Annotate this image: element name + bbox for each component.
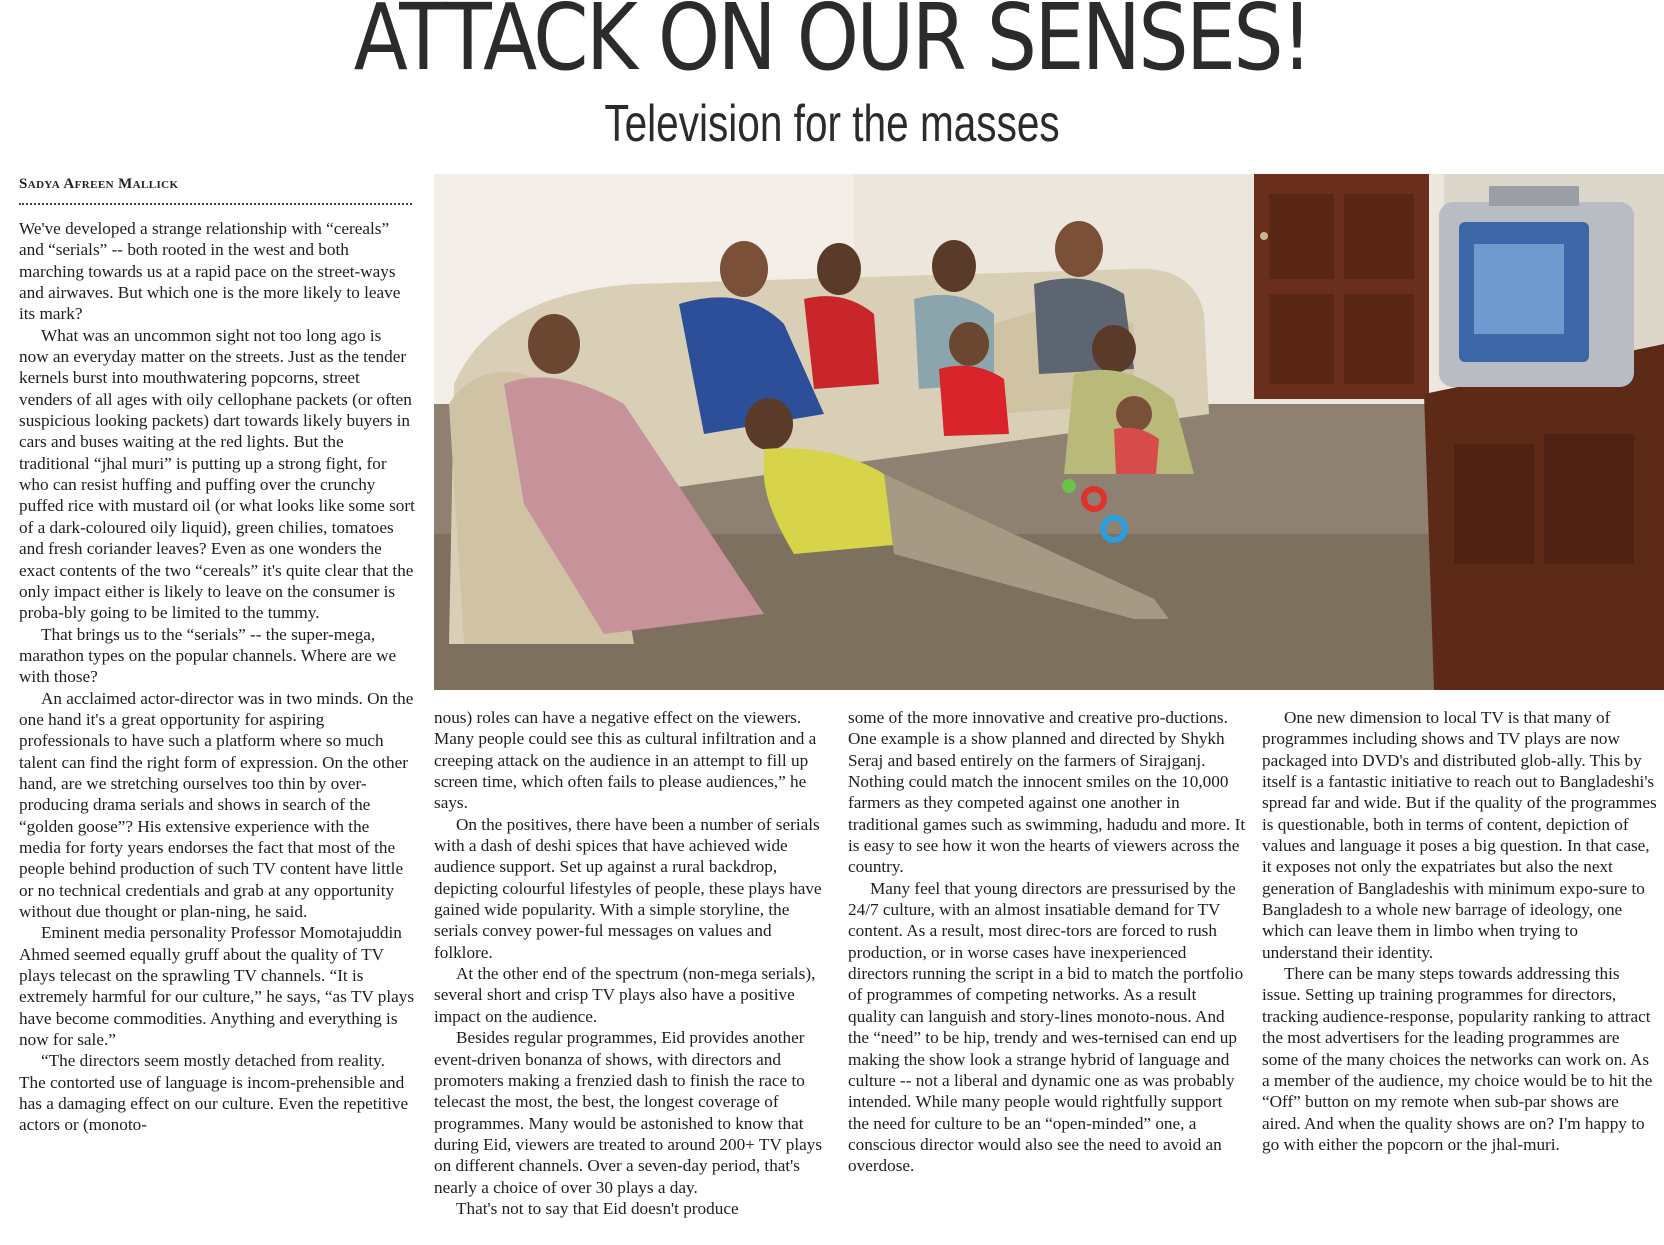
byline: Sadya Afreen Mallick [19, 176, 179, 192]
paragraph: Many feel that young directors are pressurised by the 24/7 culture, with an almost insatiable demand for TV content. As a result, most direc-tors are forced to rush production, or in worse cases have inexperienced directors running the script in a bid to match the portfolio of programmes of competing networks. As a result quality can languish and story-lines monoto-nous. And the “need” to be hip, trendy and wes-ternised can end up making the show look a strange hybrid of language and culture -- not a liberal and dynamic one as was probably intended. While many people would rightfully support the need for culture to be an “open-minded” one, a conscious director would also see the need to avoid an overdose. [848, 878, 1244, 1176]
paragraph: On the positives, there have been a number of serials with a dash of deshi spices that have achieved wide audience support. Set up against a rural backdrop, depicting colourful lifestyles of people, these plays have gained wide popularity. With a simple storyline, the serials convey power-ful messages on values and folklore. [434, 814, 822, 962]
paragraph: some of the more innovative and creative pro-ductions. One example is a show planned and directed by Shykh Seraj and based entirely on the farmers of Sirajganj. Nothing could match the innocent smiles on the 10,000 farmers as they competed against one another in traditional games such as swimming, hadudu and more. It is easy to see how it won the hearts of viewers across the country. [848, 708, 1246, 877]
byline-divider [19, 203, 412, 205]
paragraph: There can be many steps towards addressing this issue. Setting up training programmes for directors, tracking audience-response, popularity ranking to attract the most advertisers for the leading programmes are some of the many choices the networks can work on. As a member of the audience, my choice would be to hit the “Off” button on my remote when sub-par shows are aired. And when the quality shows are on? I'm happy to go with either the popcorn or the jhal-muri. [1262, 964, 1653, 1154]
subheadline: Television for the masses [604, 95, 1060, 153]
article-column-3 [848, 707, 1246, 1245]
paragraph: What was an uncommon sight not too long ago is now an everyday matter on the streets. Just as the tender kernels burst into mouthwatering popcorns, street venders of all ages with oily cellophane packets (or often suspicious looking packets) dart towards likely buyers in cars and buses waiting at the red lights. But the traditional “jhal muri” is putting up a strong fight, for who can resist huffing and puffing over the crunchy puffed rice with mustard oil (or what looks like some sort of a dark-coloured oily liquid), green chilies, tomatoes and fresh coriander leaves? Even as one wonders the exact contents of the two “cereals” it's quite clear that the only impact either is likely to leave on the consumer is proba-bly going to be limited to the tummy. [19, 325, 415, 623]
paragraph: That's not to say that Eid doesn't produce [456, 1198, 739, 1218]
paragraph: We've developed a strange relationship with “cereals” and “serials” -- both rooted in the west and both marching towards us at a rapid pace on the street-ways and airwaves. But which one is the more likely to leave its mark? [19, 219, 401, 324]
headline: ATTACK ON OUR SENSES! [353, 0, 1311, 91]
paragraph: One new dimension to local TV is that many of programmes including shows and TV plays are now packaged into DVD's and distributed glob-ally. This by itself is a fantastic initiative to reach out to Bangladeshi's spread far and wide. But if the quality of the programmes is questionable, both in terms of content, depiction of values and language it poses a big question. In that case, it exposes not only the expatriates but also the next generation of Bangladeshis with minimum expo-sure to Bangladesh to a whole new barrage of ideology, one which can leave them in limbo when trying to understand their identity. [1262, 708, 1657, 962]
paragraph: nous) roles can have a negative effect on the viewers. Many people could see this as cultural infiltration and a creeping attack on the audience in an attempt to fill up screen time, which often fails to please audiences,” he says. [434, 708, 817, 813]
article-column-2 [434, 707, 826, 1245]
paragraph: At the other end of the spectrum (non-mega serials), several short and crisp TV plays also have a positive impact on the audience. [434, 964, 816, 1026]
paragraph: “The directors seem mostly detached from reality. The contorted use of language is incom-prehensible and has a damaging effect on our culture. Even the repetitive actors or (monoto- [19, 1051, 409, 1135]
family-watching-tv-photo [434, 174, 1664, 690]
paragraph: Eminent media personality Professor Momotajuddin Ahmed seemed equally gruff about the quality of TV plays telecast on the sprawling TV channels. “It is extremely harmful for our culture,” he says, “as TV plays have become commodities. Anything and everything is now for sale.” [19, 923, 415, 1050]
article-column-1 [19, 218, 415, 1245]
paragraph: Besides regular programmes, Eid provides another event-driven bonanza of shows, with directors and promoters making a frenzied dash to finish the race to telecast the most, the best, the longest coverage of programmes. Many would be astonished to know that during Eid, viewers are treated to around 200+ TV plays on different channels. Over a seven-day period, that's nearly a choice of over 30 plays a day. [434, 1028, 823, 1197]
paragraph: That brings us to the “serials” -- the super-mega, marathon types on the popular channels. Where are we with those? [19, 624, 397, 687]
paragraph: An acclaimed actor-director was in two minds. On the one hand it's a great opportunity for aspiring professionals to have such a platform where so much talent can find the right form of expression. On the other hand, are we stretching ourselves too thin by over-producing drama serials and shows in search of the “golden goose”? His extensive experience with the media for forty years endorses the fact that most of the people behind production of such TV content have little or no technical credentials and grab at any opportunity without due thought or plan-ning, he said. [19, 688, 414, 921]
article-column-4 [1262, 707, 1657, 1245]
